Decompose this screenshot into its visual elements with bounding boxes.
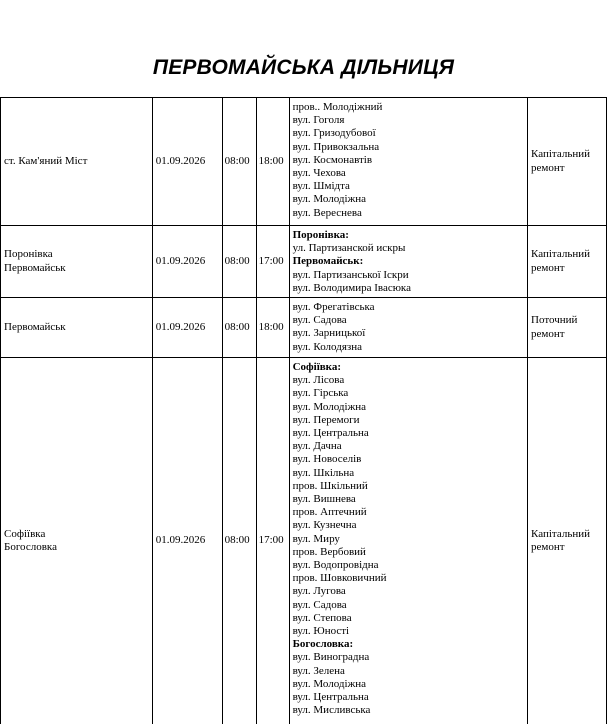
page-title: ПЕРВОМАЙСЬКА ДІЛЬНИЦЯ: [152, 56, 455, 79]
street-item: вул. Лісова: [292, 374, 345, 387]
date-cell: 01.09.2026: [152, 358, 222, 724]
end-time-cell: 18:00: [256, 98, 289, 226]
district-heading: Софіївка:: [292, 361, 342, 374]
location-cell: [1, 358, 153, 724]
work-type-cell: [528, 298, 607, 358]
streets-cell: [289, 298, 527, 358]
location-name: Софіївка: [4, 527, 46, 540]
district-heading: Поронівка:: [292, 229, 349, 241]
work-type-line: ремонт: [531, 261, 565, 274]
street-item: ул. Партизанской искры: [292, 242, 406, 255]
street-item: пров. Аптечний: [292, 506, 367, 519]
work-type-line: Поточний: [531, 314, 578, 327]
street-item: вул. Садова: [292, 598, 347, 611]
end-time-cell: 17:00: [256, 358, 289, 724]
street-item: вул. Партизанської Іскри: [292, 268, 409, 281]
street-item: пров. Шкільний: [292, 479, 368, 492]
street-item: вул. Гоголя: [292, 114, 345, 127]
work-type-cell: [528, 226, 607, 298]
street-item: вул. Володимира Івасюка: [292, 281, 411, 294]
location-name: Первомайськ: [4, 261, 66, 274]
date-cell: 01.09.2026: [152, 98, 222, 226]
street-item: вул. Кузнечна: [292, 519, 357, 532]
street-item: вул. Садова: [292, 314, 347, 327]
end-time-cell: 17:00: [256, 226, 289, 298]
table-row: [1, 298, 607, 358]
street-item: вул. Центральна: [292, 691, 369, 704]
street-item: вул. Дачна: [292, 440, 342, 453]
work-type-line: ремонт: [531, 540, 565, 553]
table-row: [1, 226, 607, 298]
street-item: вул. Центральна: [292, 427, 369, 440]
street-item: вул. Молодіжна: [292, 677, 366, 690]
table-row: [1, 98, 607, 226]
street-item: вул. Новоселів: [292, 453, 362, 466]
street-item: вул. Водопровідна: [292, 559, 379, 572]
street-item: вул. Привокзальна: [292, 140, 380, 153]
district-heading: Богословка:: [292, 638, 354, 651]
start-time-cell: 08:00: [222, 298, 256, 358]
street-item: вул. Миру: [292, 532, 340, 545]
date-cell: 01.09.2026: [152, 226, 222, 298]
street-item: вул. Степова: [292, 611, 352, 624]
end-time-cell: 18:00: [256, 298, 289, 358]
street-item: вул. Молодіжна: [292, 193, 366, 206]
location-name: Первомайськ: [4, 320, 66, 333]
streets-cell: [289, 98, 527, 226]
location-name: Поронівка: [4, 248, 53, 261]
street-item: вул. Гризодубової: [292, 127, 376, 140]
work-type-line: ремонт: [531, 161, 565, 174]
location-cell: [1, 98, 153, 226]
street-item: пров. Вербовий: [292, 545, 366, 558]
location-name: ст. Кам'яний Міст: [4, 154, 88, 167]
work-type-line: ремонт: [531, 327, 565, 340]
streets-cell: [289, 358, 527, 724]
street-item: вул. Молодіжна: [292, 400, 366, 413]
location-cell: [1, 298, 153, 358]
start-time-cell: 08:00: [222, 98, 256, 226]
street-item: вул. Зарницької: [292, 327, 366, 340]
work-type-line: Капітальний: [531, 248, 590, 261]
street-item: вул. Вереснева: [292, 206, 362, 219]
street-item: вул. Виноградна: [292, 651, 370, 664]
street-item: вул. Мисливська: [292, 704, 371, 717]
work-type-line: Капітальний: [531, 527, 590, 540]
street-item: вул. Юності: [292, 625, 350, 638]
work-type-line: Капітальний: [531, 148, 590, 161]
street-item: вул. Космонавтів: [292, 153, 373, 166]
location-cell: [1, 226, 153, 298]
street-item: вул. Гірська: [292, 387, 349, 400]
street-item: вул. Перемоги: [292, 413, 360, 426]
street-item: вул. Шмідта: [292, 180, 350, 193]
street-item: вул. Колодязна: [292, 340, 362, 353]
street-item: пров. Шовковичний: [292, 572, 387, 585]
start-time-cell: 08:00: [222, 358, 256, 724]
district-heading: Первомайськ:: [292, 255, 364, 268]
street-item: пров.. Молодіжний: [292, 101, 383, 113]
table-row: [1, 358, 607, 724]
street-item: вул. Чехова: [292, 167, 346, 180]
work-type-cell: [528, 358, 607, 724]
streets-cell: [289, 226, 527, 298]
street-item: вул. Вишнева: [292, 493, 356, 506]
street-item: вул. Зелена: [292, 664, 345, 677]
location-name: Богословка: [4, 540, 57, 553]
street-item: вул. Шкільна: [292, 466, 355, 479]
street-item: вул. Фрегатівська: [292, 301, 375, 314]
date-cell: 01.09.2026: [152, 298, 222, 358]
outage-schedule-table: [0, 97, 607, 724]
work-type-cell: [528, 98, 607, 226]
street-item: вул. Лугова: [292, 585, 346, 598]
start-time-cell: 08:00: [222, 226, 256, 298]
